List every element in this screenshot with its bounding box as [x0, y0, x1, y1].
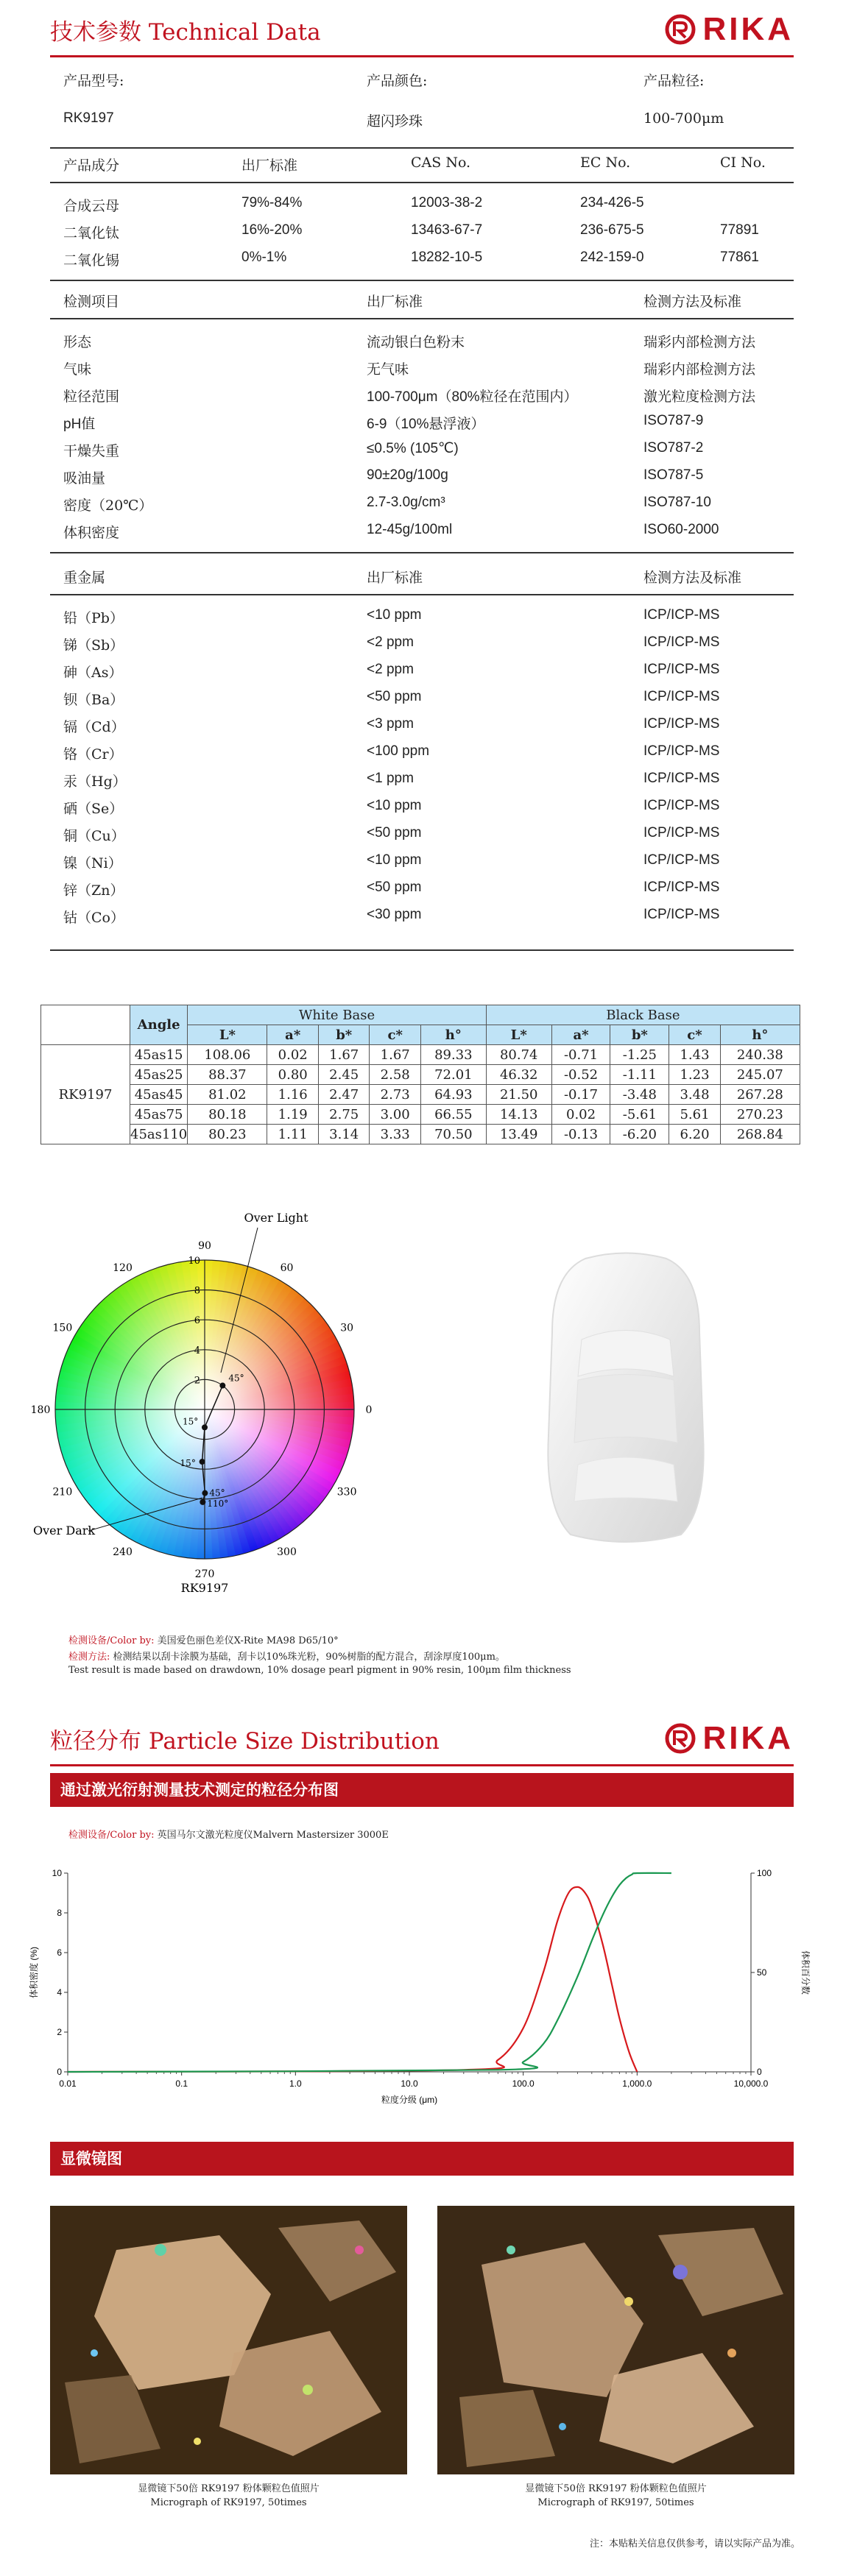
- table-cell: 267.28: [720, 1085, 800, 1105]
- col-header: CI No.: [720, 155, 766, 171]
- cie-col-header: h°: [720, 1025, 800, 1045]
- y2-tick-label: 100: [757, 1868, 772, 1878]
- table-cell: <2 ppm: [367, 662, 414, 677]
- y-tick-label: 2: [57, 2027, 62, 2037]
- table-cell: 2.45: [318, 1065, 369, 1085]
- table-row: [41, 1105, 800, 1125]
- angle-tick-label: 270: [194, 1568, 215, 1580]
- micrograph-right: [437, 2206, 794, 2474]
- table-row: [50, 386, 794, 408]
- table-cell: 70.50: [420, 1125, 486, 1144]
- table-cell: 1.67: [370, 1045, 420, 1065]
- angle-tick-label: 180: [30, 1404, 51, 1416]
- point-label: 110°: [207, 1498, 229, 1509]
- x-tick-label: 100.0: [512, 2078, 535, 2089]
- label-size: 产品粒径:: [643, 73, 705, 89]
- label-model: 产品型号:: [63, 73, 124, 89]
- table-cell: 1.43: [669, 1045, 720, 1065]
- table-cell: <50 ppm: [367, 825, 422, 841]
- table-cell: <10 ppm: [367, 852, 422, 868]
- table-cell: <100 ppm: [367, 743, 430, 759]
- table-cell: 66.55: [420, 1105, 486, 1125]
- cie-col-header: L*: [486, 1025, 551, 1045]
- table-cell: -0.52: [551, 1065, 610, 1085]
- table-cell: ISO787-5: [643, 467, 704, 483]
- table-row: [50, 798, 794, 820]
- x-axis-label: 粒度分级 (μm): [381, 2095, 438, 2105]
- header-divider: [50, 55, 794, 57]
- table-cell: 二氧化钛: [63, 225, 120, 241]
- caption-en: Micrograph of RK9197, 50times: [537, 2497, 694, 2508]
- cie-color-wheel: [0, 1207, 412, 1619]
- table-cell: ICP/ICP-MS: [643, 743, 720, 759]
- radial-tick-label: 8: [194, 1285, 200, 1297]
- table-cell: <3 ppm: [367, 716, 414, 732]
- micrograph-right-caption: [437, 2482, 794, 2510]
- col-header: 检测方法及标准: [643, 294, 742, 310]
- caption-cn: 显微镜下50倍 RK9197 粉体颗粒色值照片: [138, 2483, 320, 2494]
- table-row: [41, 1125, 800, 1144]
- table-cell: 1.23: [669, 1065, 720, 1085]
- header-divider: [50, 1764, 794, 1766]
- table-cell: -0.17: [551, 1085, 610, 1105]
- angle-tick-label: 30: [340, 1322, 354, 1334]
- table-row: [50, 852, 794, 874]
- table-row: [41, 1045, 800, 1065]
- col-header: 重金属: [63, 570, 106, 586]
- divider: [50, 594, 794, 595]
- table-cell: 镉（Cd）: [63, 719, 125, 735]
- table-cell: -5.61: [610, 1105, 669, 1125]
- angle-tick-label: 90: [198, 1240, 211, 1252]
- table-cell: ICP/ICP-MS: [643, 607, 720, 623]
- col-header: CAS No.: [411, 155, 471, 171]
- table-cell: ICP/ICP-MS: [643, 662, 720, 677]
- y-tick-label: 0: [57, 2067, 62, 2077]
- y2-tick-label: 50: [757, 1967, 767, 1978]
- cie-col-header: L*: [188, 1025, 267, 1045]
- angle-tick-label: 150: [52, 1322, 73, 1334]
- cie-col-header: b*: [318, 1025, 369, 1045]
- table-row: [50, 358, 794, 381]
- table-cell: 体积密度: [63, 525, 120, 541]
- note-label: 检测设备/Color by:: [68, 1830, 155, 1841]
- point-label: 15°: [183, 1416, 199, 1427]
- cie-col-header: a*: [267, 1025, 318, 1045]
- table-cell: 砷（As）: [63, 665, 123, 681]
- table-cell: 2.73: [370, 1085, 420, 1105]
- english-note: Test result is made based on drawdown, 10% dosage pearl pigment in 90% resin, 100μm film thickness: [68, 1665, 571, 1676]
- col-header: 出厂标准: [367, 294, 423, 310]
- psd-device-note: [68, 1827, 389, 1841]
- table-cell: 锌（Zn）: [63, 882, 124, 899]
- table-cell: 89.33: [420, 1045, 486, 1065]
- table-row: [41, 1085, 800, 1105]
- table-cell: 干燥失重: [63, 443, 120, 459]
- table-cell: 13.49: [486, 1125, 551, 1144]
- table-row: [50, 689, 794, 711]
- table-row: [50, 662, 794, 684]
- basic-label-row: [50, 70, 794, 92]
- table-cell: 无气味: [367, 361, 409, 378]
- table-cell: ICP/ICP-MS: [643, 771, 720, 786]
- table-cell: 钡（Ba）: [63, 692, 124, 708]
- note-label: 检测设备/Color by:: [68, 1635, 155, 1646]
- angle-tick-label: 240: [113, 1546, 133, 1559]
- table-row: [50, 250, 794, 272]
- table-corner: [41, 1005, 130, 1045]
- table-cell: 2.47: [318, 1085, 369, 1105]
- table-cell: 12-45g/100ml: [367, 522, 453, 537]
- table-cell: 2.7-3.0g/cm³: [367, 495, 445, 510]
- value-model: RK9197: [63, 110, 114, 126]
- radial-tick-label: 2: [194, 1375, 200, 1387]
- note-text: 美国爱色丽色差仪X-Rite MA98 D65/10°: [157, 1635, 339, 1646]
- table-cell: <30 ppm: [367, 907, 422, 922]
- divider: [50, 147, 794, 149]
- section-header-particle-size: [50, 1722, 794, 1766]
- wheel-data-point: [202, 1490, 208, 1496]
- value-size: 100-700μm: [643, 110, 724, 127]
- psd-banner: 通过激光衍射测量技术测定的粒径分布图: [50, 1773, 794, 1807]
- method-note: [68, 1649, 505, 1663]
- table-cell: 2.75: [318, 1105, 369, 1125]
- tests-header-row: [50, 291, 794, 313]
- table-cell: ICP/ICP-MS: [643, 852, 720, 868]
- table-cell: 0.02: [267, 1045, 318, 1065]
- footer-note: 注：本贴粘关信息仅供参考，请以实际产品为准。: [589, 2538, 800, 2550]
- table-row: [50, 716, 794, 738]
- table-cell: 80.18: [188, 1105, 267, 1125]
- cie-product-cell: RK9197: [41, 1045, 130, 1144]
- table-cell: ISO787-9: [643, 413, 704, 428]
- table-cell: 5.61: [669, 1105, 720, 1125]
- table-cell: <1 ppm: [367, 771, 414, 786]
- table-cell: 二氧化锡: [63, 252, 120, 269]
- table-cell: 12003-38-2: [411, 195, 483, 210]
- table-cell: 铬（Cr）: [63, 746, 123, 762]
- table-row: [50, 771, 794, 793]
- section-header-technical-data: [50, 13, 794, 57]
- caption-cn: 显微镜下50倍 RK9197 粉体颗粒色值照片: [525, 2483, 707, 2494]
- over-dark-label: Over Dark: [33, 1524, 96, 1538]
- table-cell: 粒径范围: [63, 389, 120, 405]
- table-row: [50, 907, 794, 929]
- y-tick-label: 10: [52, 1868, 62, 1878]
- rika-logo-icon: [664, 13, 696, 46]
- note-label: 检测方法:: [68, 1652, 110, 1663]
- table-cell: ICP/ICP-MS: [643, 798, 720, 813]
- rika-logo-icon: [664, 1722, 696, 1755]
- cie-col-header: c*: [669, 1025, 720, 1045]
- color-device-note: [68, 1632, 339, 1646]
- x-tick-label: 0.1: [175, 2078, 188, 2089]
- table-cell: ICP/ICP-MS: [643, 689, 720, 704]
- divider: [50, 552, 794, 553]
- table-cell: 0.80: [267, 1065, 318, 1085]
- y-tick-label: 4: [57, 1987, 62, 1998]
- table-cell: 81.02: [188, 1085, 267, 1105]
- micrograph-left-caption: [50, 2482, 407, 2510]
- volume-density-series: [68, 1887, 637, 2072]
- cumulative-volume-series: [68, 1873, 671, 2072]
- table-cell: 45as110: [130, 1125, 188, 1144]
- table-cell: 3.00: [370, 1105, 420, 1125]
- table-cell: 18282-10-5: [411, 250, 483, 265]
- table-cell: 14.13: [486, 1105, 551, 1125]
- particle-size-chart: [22, 1851, 821, 2116]
- table-cell: ICP/ICP-MS: [643, 825, 720, 841]
- cie-col-header: a*: [551, 1025, 610, 1045]
- table-row: [50, 522, 794, 544]
- table-row: [50, 440, 794, 462]
- table-cell: 77891: [720, 222, 759, 238]
- divider: [50, 318, 794, 319]
- table-cell: ISO787-10: [643, 495, 711, 510]
- wheel-data-point: [200, 1499, 205, 1505]
- table-cell: 3.48: [669, 1085, 720, 1105]
- col-header: 产品成分: [63, 158, 120, 174]
- table-cell: 108.06: [188, 1045, 267, 1065]
- table-cell: 100-700μm（80%粒径在范围内）: [367, 389, 578, 405]
- y-tick-label: 6: [57, 1947, 62, 1958]
- table-cell: 瑞彩内部检测方法: [643, 361, 756, 378]
- table-cell: 245.07: [720, 1065, 800, 1085]
- section-title: 粒径分布 Particle Size Distribution: [50, 1728, 440, 1755]
- micrograph-banner: 显微镜图: [50, 2142, 794, 2176]
- table-cell: 激光粒度检测方法: [643, 389, 756, 405]
- table-cell: <50 ppm: [367, 689, 422, 704]
- wheel-data-point: [200, 1459, 205, 1465]
- wheel-data-point: [202, 1424, 208, 1430]
- x-tick-label: 10.0: [401, 2078, 418, 2089]
- col-header: 检测方法及标准: [643, 570, 742, 586]
- rika-logo: [664, 12, 794, 47]
- table-cell: 1.67: [318, 1045, 369, 1065]
- table-cell: 16%-20%: [241, 222, 303, 238]
- col-header: EC No.: [580, 155, 631, 171]
- table-cell: 6.20: [669, 1125, 720, 1144]
- table-cell: -1.25: [610, 1045, 669, 1065]
- table-cell: 瑞彩内部检测方法: [643, 334, 756, 350]
- composition-header-row: [50, 155, 794, 177]
- y-tick-label: 8: [57, 1908, 62, 1918]
- brand-name: RIKA: [702, 11, 794, 47]
- x-tick-label: 10,000.0: [733, 2078, 769, 2089]
- y-axis-label: 体积密度 (%): [29, 1947, 39, 1998]
- col-header: 出厂标准: [241, 158, 298, 174]
- table-cell: 46.32: [486, 1065, 551, 1085]
- value-color: 超闪珍珠: [367, 113, 423, 130]
- y2-axis-label: 体积百分数: [800, 1950, 811, 1995]
- divider: [50, 182, 794, 183]
- table-cell: ICP/ICP-MS: [643, 716, 720, 732]
- table-cell: 21.50: [486, 1085, 551, 1105]
- table-cell: pH值: [63, 417, 96, 432]
- cie-col-header: h°: [420, 1025, 486, 1045]
- col-header: 出厂标准: [367, 570, 423, 586]
- table-cell: 77861: [720, 250, 759, 265]
- table-cell: 吸油量: [63, 470, 106, 486]
- table-cell: 234-426-5: [580, 195, 644, 210]
- table-cell: 6-9（10%悬浮液）: [367, 417, 485, 432]
- table-cell: 270.23: [720, 1105, 800, 1125]
- rika-logo: [664, 1721, 794, 1756]
- table-cell: <10 ppm: [367, 798, 422, 813]
- table-row: [50, 880, 794, 902]
- brand-name: RIKA: [702, 1720, 794, 1756]
- angle-tick-label: 120: [113, 1262, 133, 1274]
- note-text: 检测结果以刮卡涂膜为基础，刮卡以10%珠光粉，90%树脂的配方混合，刮涂厚度100μm。: [113, 1652, 505, 1663]
- angle-tick-label: 210: [52, 1486, 73, 1498]
- table-row: [50, 495, 794, 517]
- table-cell: 流动银白色粉末: [367, 334, 465, 350]
- divider: [50, 949, 794, 951]
- table-cell: 密度（20℃）: [63, 498, 153, 514]
- angle-tick-label: 60: [280, 1262, 294, 1274]
- x-tick-label: 1.0: [289, 2078, 302, 2089]
- table-cell: 形态: [63, 334, 92, 350]
- metals-header-row: [50, 567, 794, 589]
- table-cell: 45as75: [130, 1105, 188, 1125]
- table-cell: 1.16: [267, 1085, 318, 1105]
- table-row: [50, 607, 794, 629]
- table-cell: 72.01: [420, 1065, 486, 1085]
- table-cell: <50 ppm: [367, 880, 422, 895]
- table-row: [50, 467, 794, 489]
- note-text: 英国马尔文激光粒度仪Malvern Mastersizer 3000E: [157, 1830, 389, 1841]
- table-cell: 合成云母: [63, 198, 120, 214]
- micrograph-left: [50, 2206, 407, 2474]
- cie-col-header: b*: [610, 1025, 669, 1045]
- black-base-header: Black Base: [486, 1005, 800, 1025]
- table-row: [50, 634, 794, 657]
- table-cell: 1.19: [267, 1105, 318, 1125]
- x-tick-label: 1,000.0: [622, 2078, 652, 2089]
- page-title: 技术参数 Technical Data: [50, 19, 321, 46]
- point-label: 15°: [180, 1458, 196, 1469]
- point-label: 45°: [228, 1373, 244, 1384]
- angle-tick-label: 300: [277, 1546, 297, 1559]
- table-cell: 镍（Ni）: [63, 855, 122, 871]
- table-cell: 0%-1%: [241, 250, 287, 265]
- car-shape-swatch: [541, 1251, 710, 1546]
- table-row: [50, 222, 794, 244]
- x-tick-label: 0.01: [59, 2078, 77, 2089]
- table-cell: 硒（Se）: [63, 801, 124, 817]
- y2-tick-label: 0: [757, 2067, 762, 2077]
- col-header: 检测项目: [63, 294, 120, 310]
- table-cell: -0.71: [551, 1045, 610, 1065]
- table-cell: -1.11: [610, 1065, 669, 1085]
- radial-tick-label: 6: [194, 1315, 200, 1327]
- table-cell: 2.58: [370, 1065, 420, 1085]
- table-row: [50, 413, 794, 435]
- angle-tick-label: 330: [336, 1486, 357, 1498]
- table-cell: 铜（Cu）: [63, 828, 125, 844]
- label-color: 产品颜色:: [367, 73, 428, 89]
- table-cell: 80.23: [188, 1125, 267, 1144]
- angle-header: Angle: [130, 1005, 188, 1045]
- table-cell: <10 ppm: [367, 607, 422, 623]
- table-row: [50, 825, 794, 847]
- table-cell: 13463-67-7: [411, 222, 483, 238]
- table-cell: 0.02: [551, 1105, 610, 1125]
- table-cell: 锑（Sb）: [63, 637, 124, 654]
- table-cell: 3.14: [318, 1125, 369, 1144]
- radial-tick-label: 4: [194, 1345, 200, 1356]
- table-row: [41, 1065, 800, 1085]
- table-cell: 64.93: [420, 1085, 486, 1105]
- basic-value-row: [50, 110, 794, 132]
- table-cell: ICP/ICP-MS: [643, 634, 720, 650]
- table-cell: 45as45: [130, 1085, 188, 1105]
- table-cell: 240.38: [720, 1045, 800, 1065]
- table-cell: ≤0.5% (105℃): [367, 441, 459, 456]
- table-cell: ICP/ICP-MS: [643, 880, 720, 895]
- table-cell: 45as15: [130, 1045, 188, 1065]
- radial-tick-label: 10: [188, 1256, 200, 1267]
- table-cell: 铅（Pb）: [63, 610, 124, 626]
- cie-col-header: c*: [370, 1025, 420, 1045]
- table-cell: -3.48: [610, 1085, 669, 1105]
- table-cell: -6.20: [610, 1125, 669, 1144]
- table-cell: ISO787-2: [643, 440, 704, 456]
- table-cell: 268.84: [720, 1125, 800, 1144]
- over-light-label: Over Light: [244, 1211, 308, 1225]
- table-cell: 236-675-5: [580, 222, 644, 238]
- table-cell: ISO60-2000: [643, 522, 719, 537]
- point-label: 45°: [209, 1487, 225, 1498]
- table-cell: 79%-84%: [241, 195, 303, 210]
- table-cell: -0.13: [551, 1125, 610, 1144]
- white-base-header: White Base: [188, 1005, 487, 1025]
- table-cell: ICP/ICP-MS: [643, 907, 720, 922]
- color-measurement-table: [40, 1005, 800, 1144]
- table-cell: 3.33: [370, 1125, 420, 1144]
- table-cell: 汞（Hg）: [63, 774, 127, 790]
- wheel-product-label: RK9197: [180, 1581, 229, 1595]
- caption-en: Micrograph of RK9197, 50times: [150, 2497, 307, 2508]
- table-row: [50, 743, 794, 765]
- table-cell: 45as25: [130, 1065, 188, 1085]
- table-cell: 80.74: [486, 1045, 551, 1065]
- table-row: [50, 195, 794, 217]
- table-cell: 钴（Co）: [63, 910, 124, 926]
- table-cell: 88.37: [188, 1065, 267, 1085]
- table-cell: 1.11: [267, 1125, 318, 1144]
- table-cell: 气味: [63, 361, 92, 378]
- angle-tick-label: 0: [365, 1404, 373, 1416]
- wheel-data-point: [219, 1383, 225, 1389]
- table-row: [50, 331, 794, 353]
- divider: [50, 280, 794, 281]
- table-cell: <2 ppm: [367, 634, 414, 650]
- table-cell: 90±20g/100g: [367, 467, 448, 483]
- table-cell: 242-159-0: [580, 250, 644, 265]
